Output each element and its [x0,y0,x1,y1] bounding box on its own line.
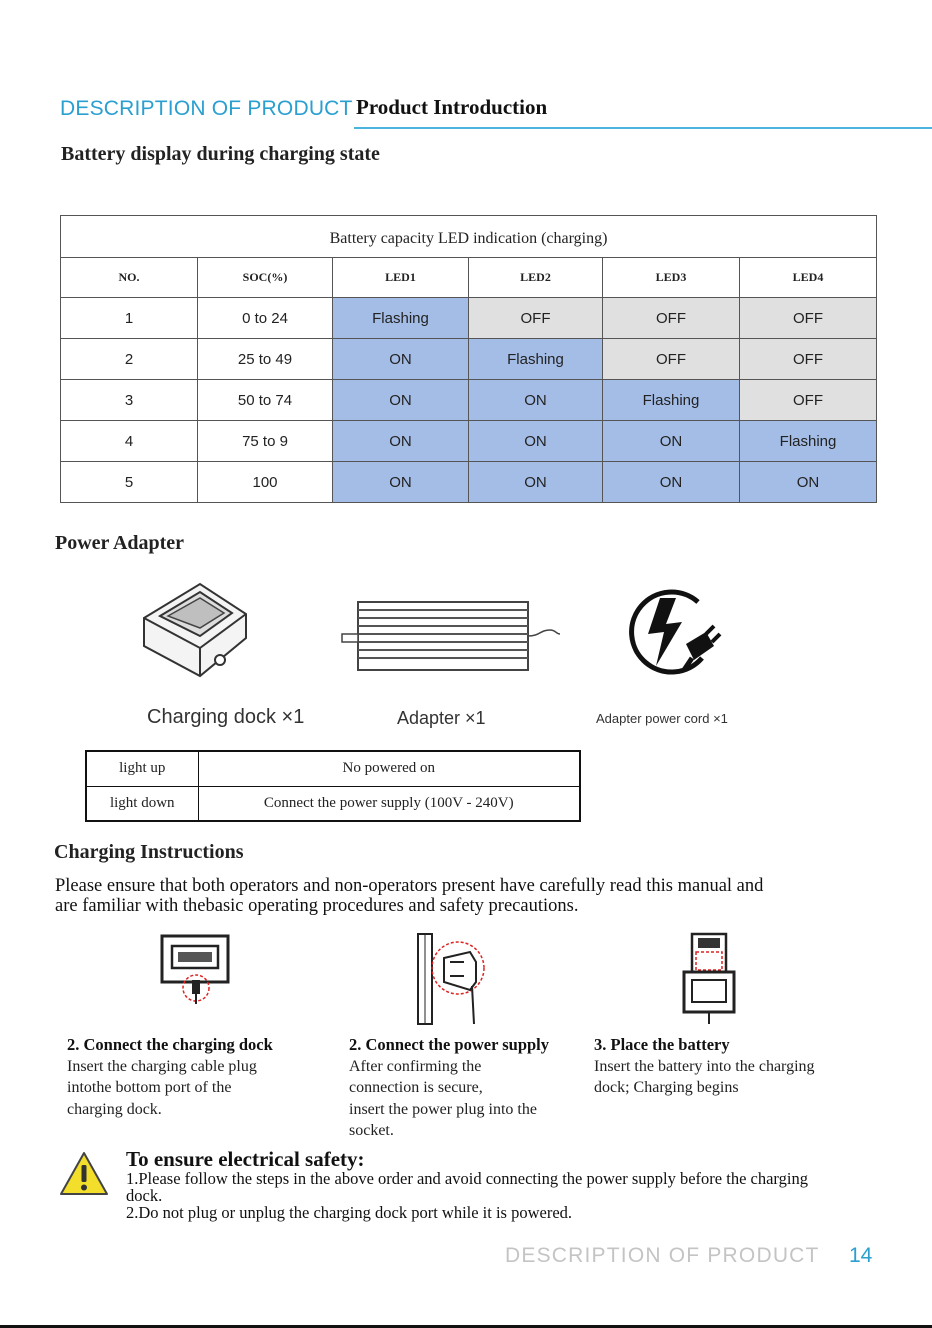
intro-paragraph [55,876,855,916]
step-line: socket. [349,1122,394,1139]
led-cell: ON [333,339,469,380]
table-row [61,339,877,380]
step-line: Insert the charging cable plug [67,1057,257,1075]
column-header: LED3 [603,258,740,298]
step-title: 3. Place the battery [594,1035,730,1054]
step-power-supply [349,1034,589,1142]
accessory-label: Adapter power cord ×1 [596,711,728,726]
led-cell: ON [603,462,740,503]
step-title: 2. Connect the charging dock [67,1035,273,1054]
step-line: After confirming the [349,1057,482,1075]
table-cell: No powered on [198,751,580,786]
accessory-label: Charging dock ×1 [147,706,305,728]
table-cell: 1 [61,298,198,339]
table-row [86,786,580,821]
table-cell: 0 to 24 [198,298,333,339]
led-cell: OFF [603,339,740,380]
table-cell: 50 to 74 [198,380,333,421]
led-cell: OFF [740,380,877,421]
header-divider [354,127,932,129]
step-line: Insert the battery into the charging [594,1057,815,1075]
table-row [61,380,877,421]
led-cell: ON [333,462,469,503]
step-line: intothe bottom port of the [67,1079,232,1096]
led-cell: OFF [740,298,877,339]
table-row [61,298,877,339]
led-cell: ON [469,462,603,503]
led-cell: OFF [469,298,603,339]
intro-line: are familiar with thebasic operating procedures and safety precautions. [55,896,579,916]
led-cell: OFF [603,298,740,339]
led-indication-table [60,215,877,503]
step-battery [594,1034,894,1099]
table-caption: Battery capacity LED indication (charging) [61,216,877,258]
safety-line: 1.Please follow the steps in the above order and avoid connecting the power supply before the charging [126,1169,808,1188]
table-row [61,421,877,462]
table-row [61,462,877,503]
dock-cable-icon [160,932,232,1009]
page-number: 14 [849,1244,873,1267]
safety-notes [126,1170,886,1221]
step-line: dock; Charging begins [594,1079,739,1096]
safety-line: 2.Do not plug or unplug the charging dock port while it is powered. [126,1203,573,1222]
accessory-label: Adapter ×1 [397,708,486,728]
led-cell: ON [469,380,603,421]
table-cell: Connect the power supply (100V - 240V) [198,786,580,821]
led-cell: ON [603,421,740,462]
led-cell: ON [333,380,469,421]
step-line: charging dock. [67,1100,162,1118]
led-cell: Flashing [333,298,469,339]
warning-icon [58,1150,110,1203]
table-cell: 5 [61,462,198,503]
power-adapter-heading: Power Adapter [55,532,185,554]
step-title: 2. Connect the power supply [349,1035,550,1054]
header-section-label: DESCRIPTION OF PRODUCT [60,97,353,120]
table-cell: 2 [61,339,198,380]
table-cell: 3 [61,380,198,421]
led-cell: OFF [740,339,877,380]
intro-line: Please ensure that both operators and non-operators present have carefully read this manual and [55,876,764,896]
table-cell: 4 [61,421,198,462]
step-dock [67,1034,337,1120]
led-cell: ON [740,462,877,503]
table-cell: 75 to 9 [198,421,333,462]
led-cell: Flashing [603,380,740,421]
led-cell: Flashing [740,421,877,462]
table-cell: light up [86,751,198,786]
step-line: connection is secure, [349,1079,483,1096]
header-title: Product Introduction [356,95,548,119]
led-cell: ON [469,421,603,462]
table-cell: 25 to 49 [198,339,333,380]
battery-dock-icon [680,930,738,1031]
power-cord-icon [626,588,722,681]
table-row [86,751,580,786]
column-header: NO. [61,258,198,298]
battery-display-heading: Battery display during charging state [61,143,380,165]
led-cell: ON [333,421,469,462]
safety-line: dock. [126,1186,163,1205]
footer-section-label: DESCRIPTION OF PRODUCT [505,1244,820,1267]
column-header: LED2 [469,258,603,298]
safety-title: To ensure electrical safety: [126,1147,365,1171]
charging-instructions-heading: Charging Instructions [54,841,244,863]
table-header-row [61,258,877,298]
table-cell: 100 [198,462,333,503]
wall-socket-icon [414,932,486,1031]
column-header: SOC(%) [198,258,333,298]
table-cell: light down [86,786,198,821]
adapter-icon [340,596,562,681]
led-cell: Flashing [469,339,603,380]
step-line: insert the power plug into the [349,1100,537,1118]
charging-dock-icon [138,576,253,689]
column-header: LED1 [333,258,469,298]
status-table [85,750,581,822]
column-header: LED4 [740,258,877,298]
